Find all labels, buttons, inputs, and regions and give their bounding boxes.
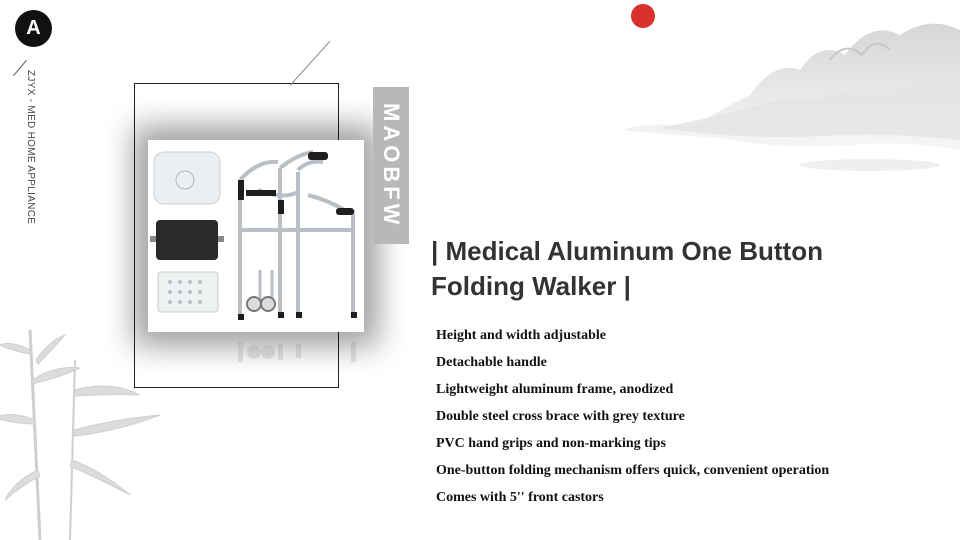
product-photo-reflection: [148, 340, 364, 380]
mountain-landscape-decoration: [600, 0, 960, 190]
walker-frame: [240, 152, 353, 320]
feature-item: Height and width adjustable: [436, 328, 606, 343]
logo-letter: A: [26, 17, 41, 39]
brand-vertical-tab: [373, 87, 409, 244]
brand-vertical-text: ZJYX - MED HOME APPLIANCE: [25, 70, 36, 225]
wheel: [261, 297, 275, 311]
feature-item: Detachable handle: [436, 355, 547, 370]
frame-accent-line: [290, 41, 331, 86]
red-sun-dot: [631, 4, 655, 28]
backrest-pad: [154, 152, 220, 204]
logo-badge: [15, 10, 52, 47]
feature-list: [436, 322, 829, 511]
feature-item: PVC hand grips and non-marking tips: [436, 436, 666, 451]
product-title: | Medical Aluminum One Button Folding Walker |: [431, 236, 823, 301]
seat-cushion: [156, 220, 218, 260]
wheel: [247, 297, 261, 311]
feature-item: Lightweight aluminum frame, anodized: [436, 382, 674, 397]
brand-tab-label: MAOBFW: [379, 102, 404, 229]
product-photo: [148, 140, 364, 332]
feature-item: Double steel cross brace with grey texture: [436, 409, 685, 424]
feature-item: One-button folding mechanism offers quick, convenient operation: [436, 463, 830, 478]
feature-item: Comes with 5'' front castors: [436, 490, 604, 505]
